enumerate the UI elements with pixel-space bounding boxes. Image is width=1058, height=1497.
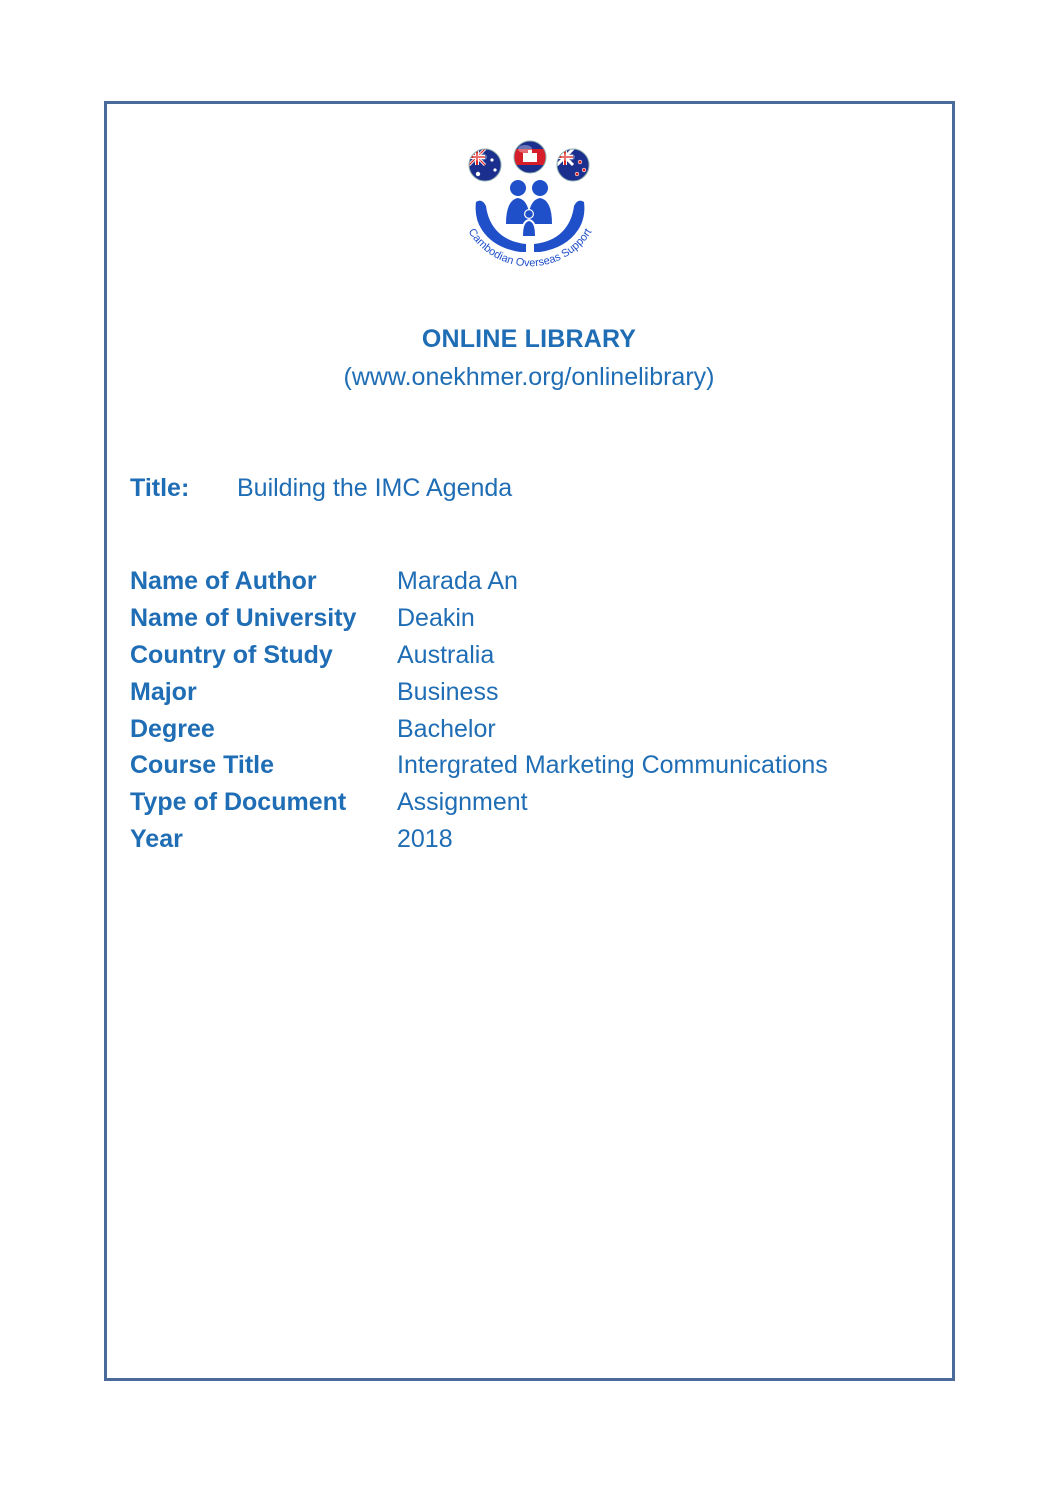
document-title-label: Title:: [130, 474, 190, 502]
detail-value: Deakin: [397, 603, 475, 632]
detail-value: Marada An: [397, 567, 518, 595]
detail-value: Intergrated Marketing Communications: [397, 751, 828, 780]
cambodian-overseas-support-logo: [440, 140, 620, 300]
library-title: ONLINE LIBRARY: [421, 325, 637, 353]
detail-row-course: [130, 751, 910, 788]
detail-row-country: [130, 641, 910, 678]
detail-label: Degree: [130, 714, 215, 743]
detail-row-major: [130, 678, 910, 715]
detail-row-document-type: [130, 788, 910, 825]
detail-value: Australia: [397, 640, 495, 669]
detail-label: Name of Author: [130, 567, 317, 595]
detail-row-degree: [130, 715, 910, 752]
australia-flag-icon: [469, 149, 501, 181]
detail-value: 2018: [397, 825, 453, 854]
detail-value: Business: [397, 677, 499, 706]
detail-row-university: [130, 604, 910, 641]
detail-value: Assignment: [397, 788, 528, 817]
detail-label: Major: [130, 677, 197, 706]
detail-row-author: [130, 567, 910, 604]
detail-label: Type of Document: [130, 788, 347, 817]
detail-label: Year: [130, 825, 183, 854]
document-details: [130, 567, 910, 862]
library-url: (www.onekhmer.org/onlinelibrary): [343, 363, 715, 391]
detail-label: Course Title: [130, 751, 275, 780]
detail-row-year: [130, 825, 910, 862]
logo-caption: Cambodian Overseas Support: [465, 226, 595, 270]
detail-label: Country of Study: [130, 640, 333, 669]
detail-label: Name of University: [130, 603, 357, 632]
document-title-value: Building the IMC Agenda: [237, 474, 513, 502]
detail-value: Bachelor: [397, 714, 496, 743]
cambodia-flag-icon: [514, 141, 546, 173]
new-zealand-flag-icon: [557, 149, 589, 181]
family-icon: [506, 180, 552, 236]
